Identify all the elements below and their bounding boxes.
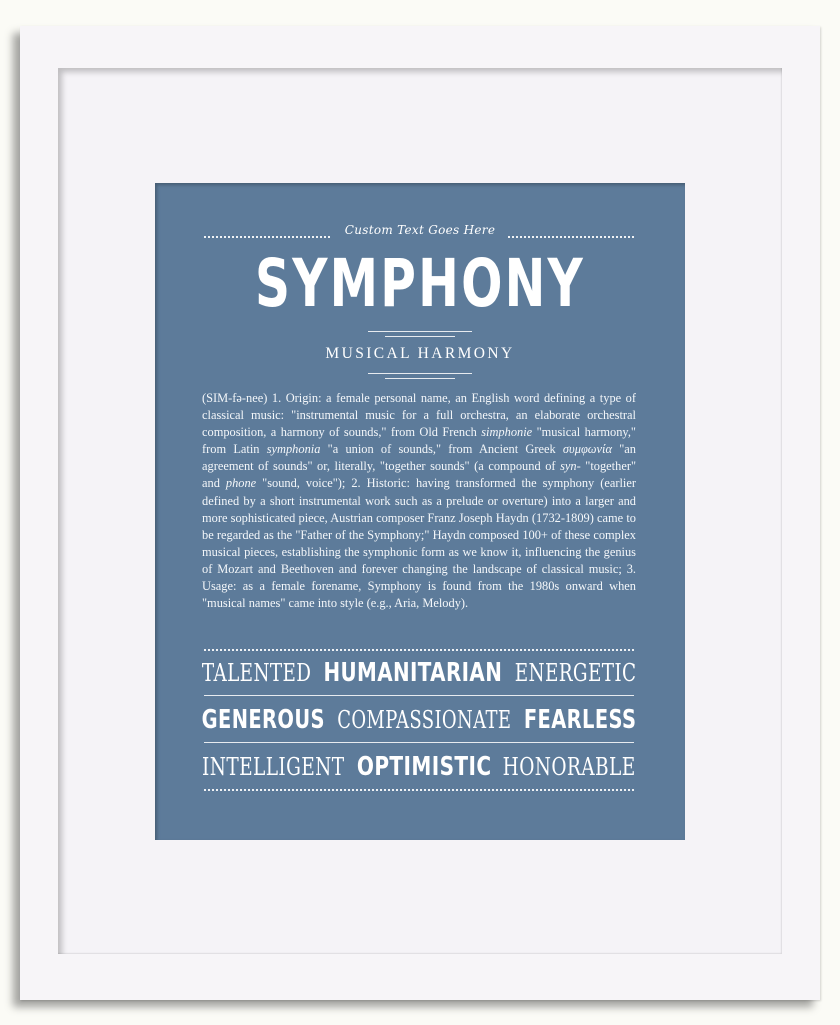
divider-bottom-1 (368, 373, 472, 374)
trait-word: TALENTED (202, 659, 312, 687)
name-meaning-print (155, 183, 685, 840)
traits-row-3 (202, 749, 636, 785)
trait-word: GENEROUS (202, 705, 326, 735)
trait-word: FEARLESS (523, 705, 636, 735)
traits-divider-2 (204, 742, 634, 743)
picture-frame (20, 26, 820, 1000)
traits-divider-1 (204, 695, 634, 696)
trait-word: OPTIMISTIC (356, 752, 492, 782)
definition-text: (SIM-fə-nee) 1. Origin: a female personal name, an English word defining a type of classical music: "instrumental music for a full orchestra, an elaborate orchestral composition, a harmony of sounds," from Old French simphonie "musical harmony," from Latin symphonia "a union of sounds," from Ancient Greek συμφωνία "an agreement of sounds" or, literally, "together sounds" (a compound of syn- "together" and phone "sound, voice"); 2. Historic: having transformed the symphony (earlier defined by a short instrumental work such as a prelude or overture) into a larger and more sophisticated piece, Austrian composer Franz Joseph Haydn (1732-1809) came to be regarded as the "Father of the Symphony;" Haydn composed 100+ of these complex musical pieces, establishing the symphonic form as we know it, influencing the genius of Mozart and Beethoven and forever changing the landscape of classical music; 3. Usage: as a female forename, Symphony is found from the 1980s onward when "musical names" came into style (e.g., Aria, Melody). (202, 391, 636, 611)
frame-mat (58, 68, 782, 954)
trait-word: ENERGETIC (514, 659, 636, 687)
custom-text: Custom Text Goes Here (344, 223, 496, 237)
dotted-rule-traits-top (204, 649, 634, 651)
trait-word: COMPASSIONATE (337, 706, 512, 734)
traits-row-2 (202, 702, 636, 738)
divider-bottom-2 (385, 378, 455, 379)
traits-row-1 (202, 655, 636, 691)
dotted-rule-traits-bottom (204, 789, 634, 791)
trait-word: INTELLIGENT (202, 753, 345, 781)
divider-top-2 (385, 336, 455, 337)
name-title: SYMPHONY (255, 245, 585, 322)
trait-word: HONORABLE (503, 753, 636, 781)
name-meaning: MUSICAL HARMONY (325, 345, 515, 362)
trait-word: HUMANITARIAN (323, 658, 503, 688)
divider-top-1 (368, 331, 472, 332)
